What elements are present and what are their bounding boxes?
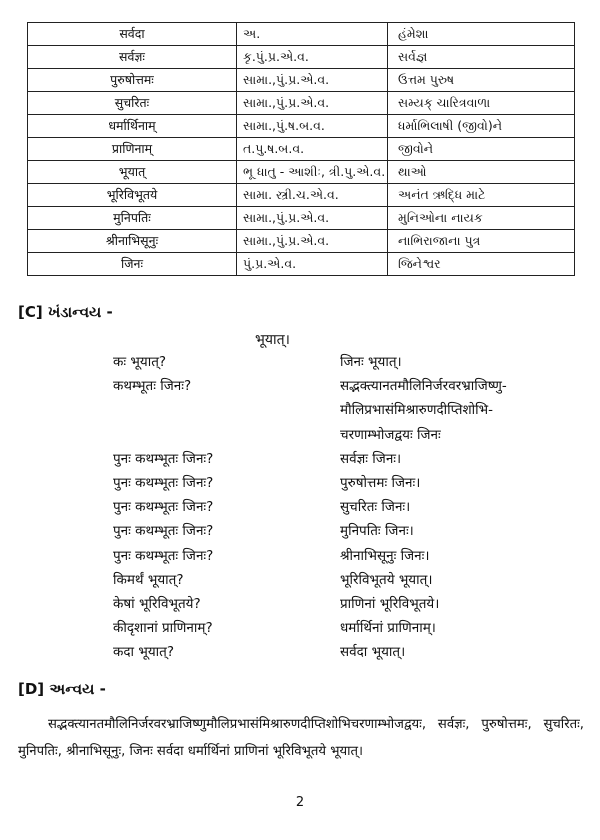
- word-cell: भूरिविभूतये: [28, 184, 237, 207]
- page-number: 2: [295, 795, 305, 810]
- word-cell: मुनिपतिः: [28, 207, 237, 230]
- grammar-cell: ભૂ ધાતુ - આશીઃ, ત્રી.પુ.એ.વ.: [237, 161, 388, 184]
- meaning-cell: અનંત ઋદ્ધિ માટે: [388, 184, 575, 207]
- qa-question: कथम्भूतः जिनः?: [113, 378, 192, 395]
- word-cell: सर्वदा: [28, 23, 237, 46]
- word-cell: धर्मार्थिनाम्: [28, 115, 237, 138]
- table-row: [28, 23, 575, 46]
- word-gloss-table: [27, 22, 575, 276]
- grammar-cell: ત.પુ.ષ.બ.વ.: [237, 138, 388, 161]
- meaning-cell: સમ્યક્ ચારિત્રવાળા: [388, 92, 575, 115]
- grammar-cell: સામા.,પું.પ્ર.એ.વ.: [237, 230, 388, 253]
- meaning-cell: મુનિઓના નાયક: [388, 207, 575, 230]
- table-row: [28, 46, 575, 69]
- qa-question: कदा भूयात्?: [113, 644, 175, 661]
- table-row: [28, 230, 575, 253]
- grammar-cell: કૃ.પું.પ્ર.એ.વ.: [237, 46, 388, 69]
- qa-answer: सर्वज्ञः जिनः।: [340, 450, 402, 467]
- table-row: [28, 115, 575, 138]
- qa-answer: भूरिविभूतये भूयात्।: [340, 571, 433, 588]
- table-row: [28, 161, 575, 184]
- qa-answer: जिनः भूयात्।: [340, 354, 402, 370]
- grammar-cell: સામા.,પું.પ્ર.એ.વ.: [237, 69, 388, 92]
- grammar-cell: સામા. સ્ત્રી.ચ.એ.વ.: [237, 184, 388, 207]
- meaning-cell: ઉત્તમ પુરુષ: [388, 69, 575, 92]
- qa-answer: प्राणिनां भूरिविभूतये।: [340, 596, 440, 612]
- word-cell: प्राणिनाम्: [28, 138, 237, 161]
- word-cell: जिनः: [28, 253, 237, 276]
- qa-answer: सद्भक्त्यानतमौलिनिर्जरवरभ्राजिष्णु-: [340, 378, 507, 395]
- table-row: [28, 69, 575, 92]
- qa-row: [0, 546, 600, 570]
- qa-row: [0, 473, 600, 497]
- meaning-cell: ધર્માભિલાષી (જીવો)ને: [388, 115, 575, 138]
- word-cell: सुचरितः: [28, 92, 237, 115]
- qa-row: [0, 570, 600, 594]
- table-row: [28, 138, 575, 161]
- grammar-cell: સામા.,પું.પ્ર.એ.વ.: [237, 207, 388, 230]
- grammar-cell: સામા.,પું.ષ.બ.વ.: [237, 115, 388, 138]
- document-page: सर्वदा અ. હંમેશા सर्वज्ञः કૃ.પું.પ્ર.એ.વ. સર્વજ્ઞ पुरुषोत्तमः સામા.,પું.પ્ર.એ.વ. ઉત્તમ પુરુષ सुचरितः સામા.,પું.પ્ર.એ.વ. સમ્યક્ ચારિત્રવાળા धर्मार्थिनाम् સામા.,પું.ષ.બ.વ. ધર્માભિલાષી (જીવો)ને प्राणिनाम् ત.પુ.ષ.બ.વ. જીવોને भूयात् ભૂ ધાતુ - આશીઃ, ત્રી.પુ.એ.વ. થાઓ भूरिविभूतये સામા. સ્ત્રી.ચ.એ.વ. અનંત ઋદ્ધિ માટે मुनिपतिः સામા.,પું.પ્ર.એ.વ. મુનિઓના નાયક श्रीनाभिसूनुः સામા.,પું.પ્ર.એ.વ. નાભિરાજાના પુત્ર जिनः પું.પ્ર.એ.વ. જિનેશ્વર [C] ખંડાન્વય - भूयात्। कः भूयात्? जिनः भूयात्। कथम्भूतः जिनः? सद्भक्त्यानतमौलिनिर्जरवरभ्राजिष्णु- मौलिप्रभासंमिश्रारुणदीप्तिशोभि- चरणाम्भोजद्वयः जिनः पुनः कथम्भूतः जिनः? सर्वज्ञः जिनः। पुनः कथम्भूतः जिनः? पुरुषोत्तमः जिनः। पुनः कथम्भूतः जिनः? सुचरितः जिनः। पुनः कथम्भूतः जिनः? मुनिपतिः जिनः। पुनः कथम्भूतः जिनः? श्रीनाभिसूनुः जिनः। किमर्थं भूयात्? भूरिविभूतये भूयात्। केषां भूरिविभूतये? प्राणिनां भूरिविभूतये। कीदृशानां प्राणिनाम्? धर्मार्थिनां प्राणिनाम्। कदा भूयात्? सर्वदा भूयात्। [D] અન્વય - सद्भक्त्यानतमौलिनिर्जरवरभ्राजिष्णुमौलिप्रभासंमिश्रारुणदीप्तिशोभिचरणाम्भोजद्वयः, सर्वज्ञः, पुरुषोत्तमः, सुचरितः, मुनिपतिः, श्रीनाभिसूनुः, जिनः सर्वदा धर्मार्थिनां प्राणिनां भूरिविभूतये भूयात्। 2: [0, 0, 600, 840]
- word-cell: श्रीनाभिसूनुः: [28, 230, 237, 253]
- qa-row: [0, 497, 600, 521]
- section-d-heading: [D] અન્વય -: [18, 680, 106, 698]
- word-cell: सर्वज्ञः: [28, 46, 237, 69]
- qa-row: [0, 642, 600, 666]
- meaning-cell: જીવોને: [388, 138, 575, 161]
- meaning-cell: થાઓ: [388, 161, 575, 184]
- meaning-cell: નાભિરાજાના પુત્ર: [388, 230, 575, 253]
- qa-answer: धर्मार्थिनां प्राणिनाम्।: [340, 620, 436, 637]
- word-cell: पुरुषोत्तमः: [28, 69, 237, 92]
- qa-row: [0, 449, 600, 473]
- qa-answer: मुनिपतिः जिनः।: [340, 523, 414, 540]
- grammar-cell: પું.પ્ર.એ.વ.: [237, 253, 388, 276]
- section-d-text: सद्भक्त्यानतमौलिनिर्जरवरभ्राजिष्णुमौलिप्रभासंमिश्रारुणदीप्तिशोभिचरणाम्भोजद्वयः, सर्वज्ञः, पुरुषोत्तमः, सुचरितः, मुनिपतिः, श्रीनाभिसूनुः, जिनः सर्वदा धर्मार्थिनां प्राणिनां भूरिविभूतये भूयात्।: [18, 717, 584, 759]
- meaning-cell: જિનેશ્વર: [388, 253, 575, 276]
- table-row: [28, 207, 575, 230]
- qa-question: पुनः कथम्भूतः जिनः?: [113, 547, 214, 564]
- table-row: [28, 92, 575, 115]
- qa-question: पुनः कथम्भूतः जिनः?: [113, 499, 214, 516]
- table-row: [28, 184, 575, 207]
- qa-row: [0, 400, 600, 424]
- qa-row: [0, 618, 600, 642]
- qa-row: [0, 352, 600, 376]
- word-cell: भूयात्: [28, 161, 237, 184]
- qa-answer: सर्वदा भूयात्।: [340, 644, 406, 661]
- qa-question: किमर्थं भूयात्?: [113, 571, 184, 588]
- qa-question: कः भूयात्?: [113, 354, 167, 370]
- qa-question: पुनः कथम्भूतः जिनः?: [113, 523, 214, 540]
- qa-answer: चरणाम्भोजद्वयः जिनः: [340, 426, 441, 443]
- qa-row: [0, 594, 600, 618]
- section-c-heading: [C] ખંડાન્વય -: [18, 303, 113, 321]
- qa-answer: पुरुषोत्तमः जिनः।: [340, 475, 421, 491]
- grammar-cell: સામા.,પું.પ્ર.એ.વ.: [237, 92, 388, 115]
- qa-question: पुनः कथम्भूतः जिनः?: [113, 450, 214, 467]
- qa-row: [0, 376, 600, 400]
- qa-question: कीदृशानां प्राणिनाम्?: [113, 620, 213, 637]
- qa-row: [0, 521, 600, 545]
- qa-answer: मौलिप्रभासंमिश्रारुणदीप्तिशोभि-: [340, 402, 494, 419]
- qa-answer: सुचरितः जिनः।: [340, 499, 411, 516]
- qa-question: पुनः कथम्भूतः जिनः?: [113, 475, 214, 491]
- meaning-cell: હંમેશા: [388, 23, 575, 46]
- qa-row: [0, 425, 600, 449]
- grammar-cell: અ.: [237, 23, 388, 46]
- qa-question: केषां भूरिविभूतये?: [113, 596, 201, 612]
- table-row: [28, 253, 575, 276]
- meaning-cell: સર્વજ્ઞ: [388, 46, 575, 69]
- qa-answer: श्रीनाभिसूनुः जिनः।: [340, 547, 430, 564]
